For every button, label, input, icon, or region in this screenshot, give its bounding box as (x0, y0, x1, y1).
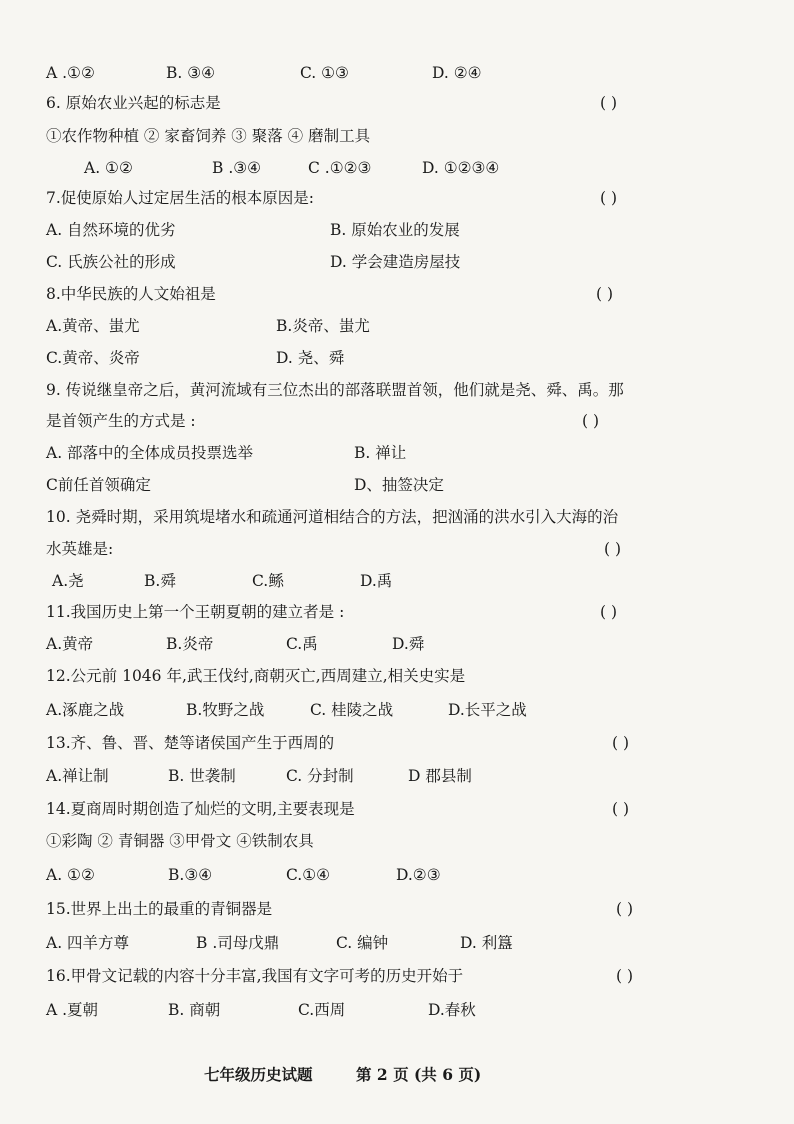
question-10-options (0, 566, 794, 596)
option-b: B. ③④ (166, 64, 216, 82)
question-8-options-row1 (0, 311, 794, 341)
option-c: C. 编钟 (336, 934, 389, 952)
option-d: D 郡县制 (408, 767, 472, 785)
option-a: A.涿鹿之战 (46, 701, 125, 719)
answer-bracket: ( ) (600, 603, 618, 621)
option-d: D、抽签决定 (354, 476, 444, 494)
option-a: A.尧 (52, 572, 84, 590)
question-13-stem (0, 728, 794, 758)
option-b: B.炎帝、蚩尤 (276, 317, 370, 335)
option-d: D. ②④ (432, 64, 482, 82)
option-c: C.①④ (286, 866, 331, 884)
option-a: A.黄帝、蚩尤 (46, 317, 140, 335)
option-c: C.西周 (298, 1001, 346, 1019)
question-6-items (0, 121, 794, 151)
option-d: D. 利簋 (460, 934, 513, 952)
answer-bracket: ( ) (612, 800, 630, 818)
question-items: ①农作物种植 ② 家畜饲养 ③ 聚落 ④ 磨制工具 (46, 127, 371, 145)
question-5-options (0, 58, 794, 88)
option-c: C前任首领确定 (46, 476, 151, 494)
question-text: 7.促使原始人过定居生活的根本原因是: (46, 189, 315, 207)
question-16-options (0, 995, 794, 1025)
question-text: 9. 传说继皇帝之后，黄河流域有三位杰出的部落联盟首领，他们就是尧、舜、禹。那 (46, 381, 624, 399)
option-d: D. 学会建造房屋技 (330, 253, 461, 271)
option-b: B. 原始农业的发展 (330, 221, 460, 239)
option-b: B. 禅让 (354, 444, 407, 462)
question-text: 14.夏商周时期创造了灿烂的文明,主要表现是 (46, 800, 355, 818)
option-b: B.③④ (168, 866, 213, 884)
question-14-options (0, 860, 794, 890)
question-10-stem-line1 (0, 502, 794, 532)
option-a: A. 自然环境的优劣 (46, 221, 176, 239)
option-d: D.舜 (392, 635, 425, 653)
question-6-options (0, 153, 794, 183)
question-7-options-row2 (0, 247, 794, 277)
option-b: B.炎帝 (166, 635, 214, 653)
exam-title: 七年级历史试题 (204, 1065, 313, 1084)
question-text: 水英雄是: (46, 540, 114, 558)
question-16-stem (0, 961, 794, 991)
option-b: B. 世袭制 (168, 767, 236, 785)
question-9-stem-line2 (0, 406, 794, 436)
option-c: C .①②③ (308, 159, 372, 177)
question-14-items (0, 826, 794, 856)
question-15-stem (0, 894, 794, 924)
question-14-stem (0, 794, 794, 824)
option-a: A .夏朝 (46, 1001, 99, 1019)
option-d: D.禹 (360, 572, 393, 590)
question-text: 6. 原始农业兴起的标志是 (46, 94, 221, 112)
answer-bracket: ( ) (600, 189, 618, 207)
question-text: 15.世界上出土的最重的青铜器是 (46, 900, 273, 918)
option-b: B. 商朝 (168, 1001, 221, 1019)
option-c: C.黄帝、炎帝 (46, 349, 140, 367)
question-text: 16.甲骨文记载的内容十分丰富,我国有文字可考的历史开始于 (46, 967, 464, 985)
option-b: B.舜 (144, 572, 176, 590)
question-15-options (0, 928, 794, 958)
option-a: A. ①② (46, 866, 95, 884)
option-a: A. 部落中的全体成员投票选举 (46, 444, 254, 462)
option-a: A. ①② (84, 159, 133, 177)
question-6-stem (0, 88, 794, 118)
question-7-stem (0, 183, 794, 213)
option-c: C. 分封制 (286, 767, 354, 785)
option-d: D.长平之战 (448, 701, 527, 719)
option-a: A .①② (46, 64, 95, 82)
page-footer (0, 1060, 794, 1090)
question-text: 13.齐、鲁、晋、楚等诸侯国产生于西周的 (46, 734, 335, 752)
option-a: A.黄帝 (46, 635, 94, 653)
question-11-options (0, 629, 794, 659)
option-a: A. 四羊方尊 (46, 934, 130, 952)
option-d: D.春秋 (428, 1001, 476, 1019)
answer-bracket: ( ) (616, 900, 634, 918)
question-13-options (0, 761, 794, 791)
question-8-stem (0, 279, 794, 309)
option-b: B.牧野之战 (186, 701, 265, 719)
question-10-stem-line2 (0, 534, 794, 564)
option-d: D. 尧、舜 (276, 349, 345, 367)
question-text: 12.公元前 1046 年,武王伐纣,商朝灭亡,西周建立,相关史实是 (46, 667, 466, 685)
question-12-stem (0, 661, 794, 691)
option-c: C. ①③ (300, 64, 349, 82)
question-7-options-row1 (0, 215, 794, 245)
option-b: B .司母戊鼎 (196, 934, 280, 952)
option-d: D. ①②③④ (422, 159, 500, 177)
answer-bracket: ( ) (582, 412, 600, 430)
question-text: 10. 尧舜时期，采用筑堤堵水和疏通河道相结合的方法，把汹涌的洪水引入大海的治 (46, 508, 619, 526)
question-9-stem-line1 (0, 375, 794, 405)
question-9-options-row2 (0, 470, 794, 500)
option-c: C.鲧 (252, 572, 284, 590)
answer-bracket: ( ) (600, 94, 618, 112)
question-11-stem (0, 597, 794, 627)
question-text: 8.中华民族的人文始祖是 (46, 285, 216, 303)
question-8-options-row2 (0, 343, 794, 373)
answer-bracket: ( ) (616, 967, 634, 985)
answer-bracket: ( ) (612, 734, 630, 752)
option-c: C.禹 (286, 635, 318, 653)
answer-bracket: ( ) (604, 540, 622, 558)
page-number: 第 2 页 (共 6 页) (356, 1065, 482, 1084)
question-items: ①彩陶 ② 青铜器 ③甲骨文 ④铁制农具 (46, 832, 314, 850)
answer-bracket: ( ) (596, 285, 614, 303)
option-c: C. 桂陵之战 (310, 701, 394, 719)
question-text: 11.我国历史上第一个王朝夏朝的建立者是 : (46, 603, 345, 621)
option-d: D.②③ (396, 866, 441, 884)
question-text: 是首领产生的方式是 : (46, 412, 196, 430)
option-a: A.禅让制 (46, 767, 109, 785)
option-b: B .③④ (212, 159, 262, 177)
option-c: C. 氏族公社的形成 (46, 253, 176, 271)
question-12-options (0, 695, 794, 725)
question-9-options-row1 (0, 438, 794, 468)
